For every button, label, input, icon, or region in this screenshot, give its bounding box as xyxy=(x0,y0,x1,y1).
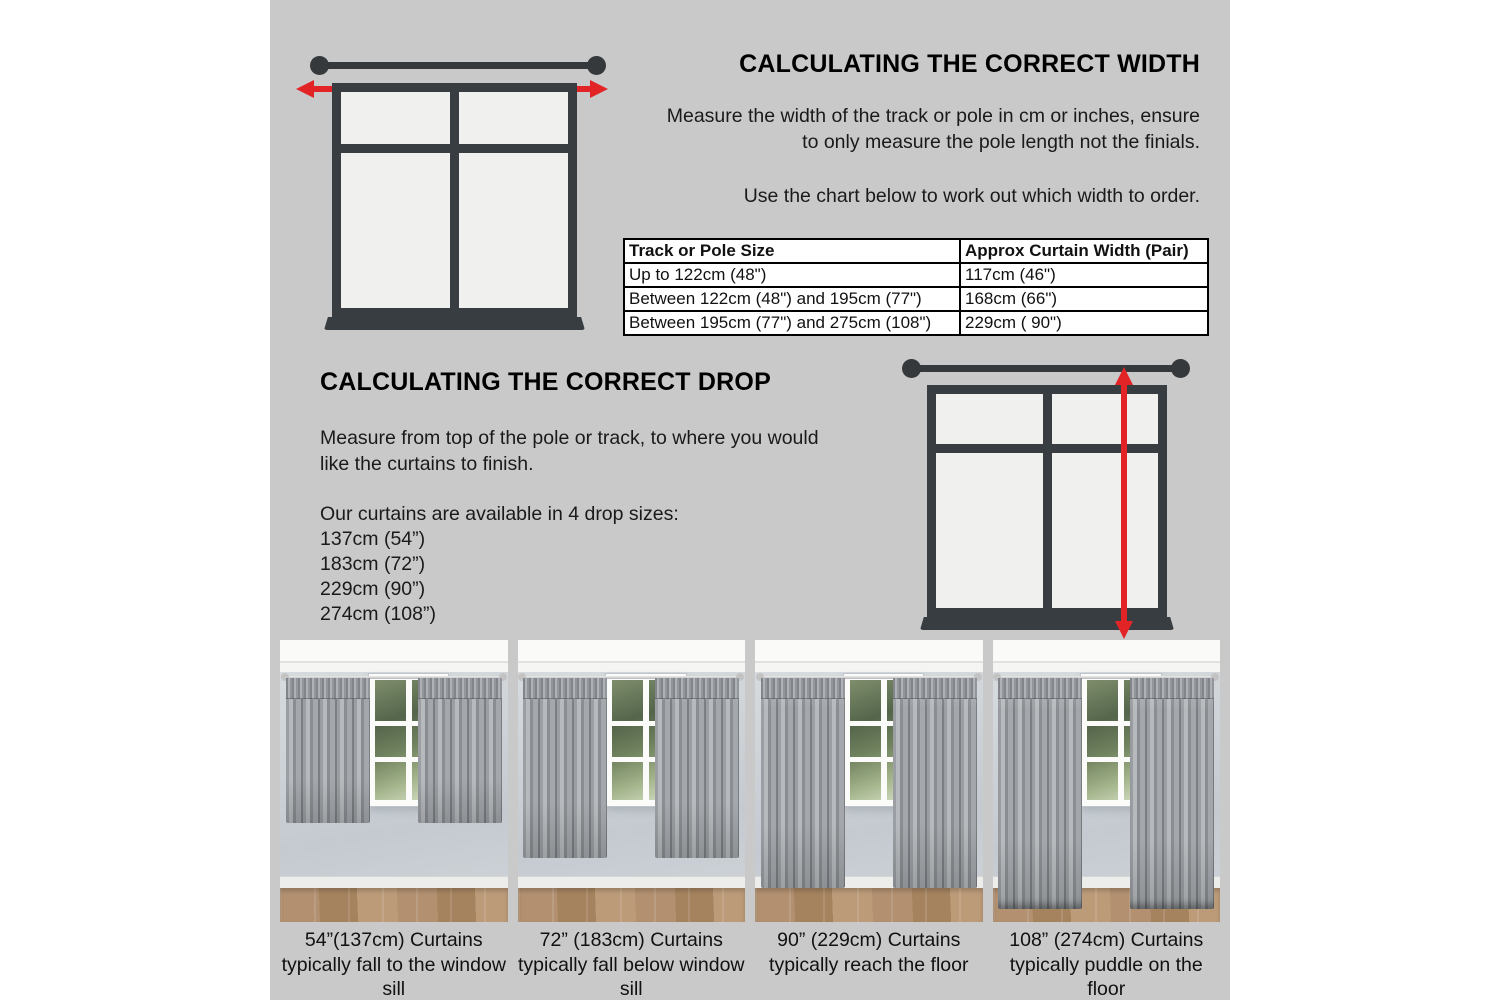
curtain-left xyxy=(523,678,607,858)
window-sill-graphic xyxy=(324,317,585,330)
curtain-size-table xyxy=(623,238,1209,336)
window-divider xyxy=(406,680,412,800)
gray-content-panel xyxy=(270,0,1230,1000)
width-section xyxy=(620,50,1200,209)
cell-curtain-width: 117cm (46") xyxy=(960,263,1208,287)
curtain-left xyxy=(998,678,1082,909)
cell-pole-size: Up to 122cm (48") xyxy=(624,263,960,287)
column-header-curtain-width: Approx Curtain Width (Pair) xyxy=(960,239,1208,263)
photo-captions xyxy=(280,928,1220,1002)
wood-floor xyxy=(755,888,983,922)
curtain-right xyxy=(1130,678,1214,909)
table-row xyxy=(624,287,1208,311)
width-instruction-line: to only measure the pole length not the finials. xyxy=(802,131,1200,153)
width-section-title: CALCULATING THE CORRECT WIDTH xyxy=(739,50,1200,78)
window-divider xyxy=(881,680,887,800)
wood-floor xyxy=(280,888,508,922)
column-header-pole-size: Track or Pole Size xyxy=(624,239,960,263)
caption-72: 72” (183cm) Curtains typically fall below window sill xyxy=(517,929,745,1000)
drop-instruction-line: like the curtains to finish. xyxy=(320,453,534,475)
cell-curtain-width: 168cm (66") xyxy=(960,287,1208,311)
window-pane xyxy=(936,394,1043,444)
drop-sizes-intro: Our curtains are available in 4 drop sizes: xyxy=(320,503,679,525)
window-pane xyxy=(1052,394,1159,444)
photo-curtains-90 xyxy=(755,640,983,922)
drop-size-item: 137cm (54”) xyxy=(320,528,426,550)
drop-size-item: 229cm (90”) xyxy=(320,578,426,600)
ceiling xyxy=(755,640,983,672)
cell-pole-size: Between 122cm (48") and 195cm (77") xyxy=(624,287,960,311)
photo-curtains-108 xyxy=(993,640,1221,922)
table-row xyxy=(624,263,1208,287)
window-divider xyxy=(1118,680,1124,800)
drop-instruction-line: Measure from top of the pole or track, to where you would xyxy=(320,427,819,449)
ceiling xyxy=(280,640,508,672)
window-diagram-width xyxy=(332,83,577,317)
width-instruction-line: Measure the width of the track or pole in cm or inches, ensure xyxy=(666,105,1200,127)
drop-section-title: CALCULATING THE CORRECT DROP xyxy=(320,368,771,396)
drop-measure-arrow-icon xyxy=(1115,367,1133,639)
drop-example-photos xyxy=(280,640,1220,922)
curtain-left xyxy=(761,678,845,888)
window-pane xyxy=(459,153,568,308)
window-pane xyxy=(1052,453,1159,608)
curtain-right xyxy=(655,678,739,858)
drop-size-item: 183cm (72”) xyxy=(320,553,426,575)
window-divider xyxy=(643,680,649,800)
ceiling xyxy=(518,640,746,672)
caption-90: 90” (229cm) Curtains typically reach the floor xyxy=(769,929,969,976)
ceiling xyxy=(993,640,1221,672)
cell-pole-size: Between 195cm (77") and 275cm (108") xyxy=(624,311,960,335)
window-pane xyxy=(459,92,568,144)
curtain-pole-graphic-top xyxy=(318,62,598,69)
caption-108: 108” (274cm) Curtains typically puddle on the floor xyxy=(1009,929,1204,1000)
curtain-right xyxy=(418,678,502,823)
photo-curtains-54 xyxy=(280,640,508,922)
window-pane xyxy=(341,153,450,308)
window-pane xyxy=(936,453,1043,608)
window-pane xyxy=(341,92,450,144)
table-header-row xyxy=(624,239,1208,263)
photo-curtains-72 xyxy=(518,640,746,922)
drop-section xyxy=(320,368,920,627)
arrow-shaft xyxy=(1121,380,1127,626)
drop-size-item: 274cm (108”) xyxy=(320,603,436,625)
caption-54: 54”(137cm) Curtains typically fall to the window sill xyxy=(281,929,506,1000)
wood-floor xyxy=(518,888,746,922)
window-sill-graphic xyxy=(920,617,1174,630)
cell-curtain-width: 229cm ( 90") xyxy=(960,311,1208,335)
curtain-left xyxy=(286,678,370,823)
table-row xyxy=(624,311,1208,335)
curtain-pole-graphic-right xyxy=(910,365,1182,372)
curtain-right xyxy=(893,678,977,888)
chart-hint-text: Use the chart below to work out which width to order. xyxy=(743,185,1200,207)
